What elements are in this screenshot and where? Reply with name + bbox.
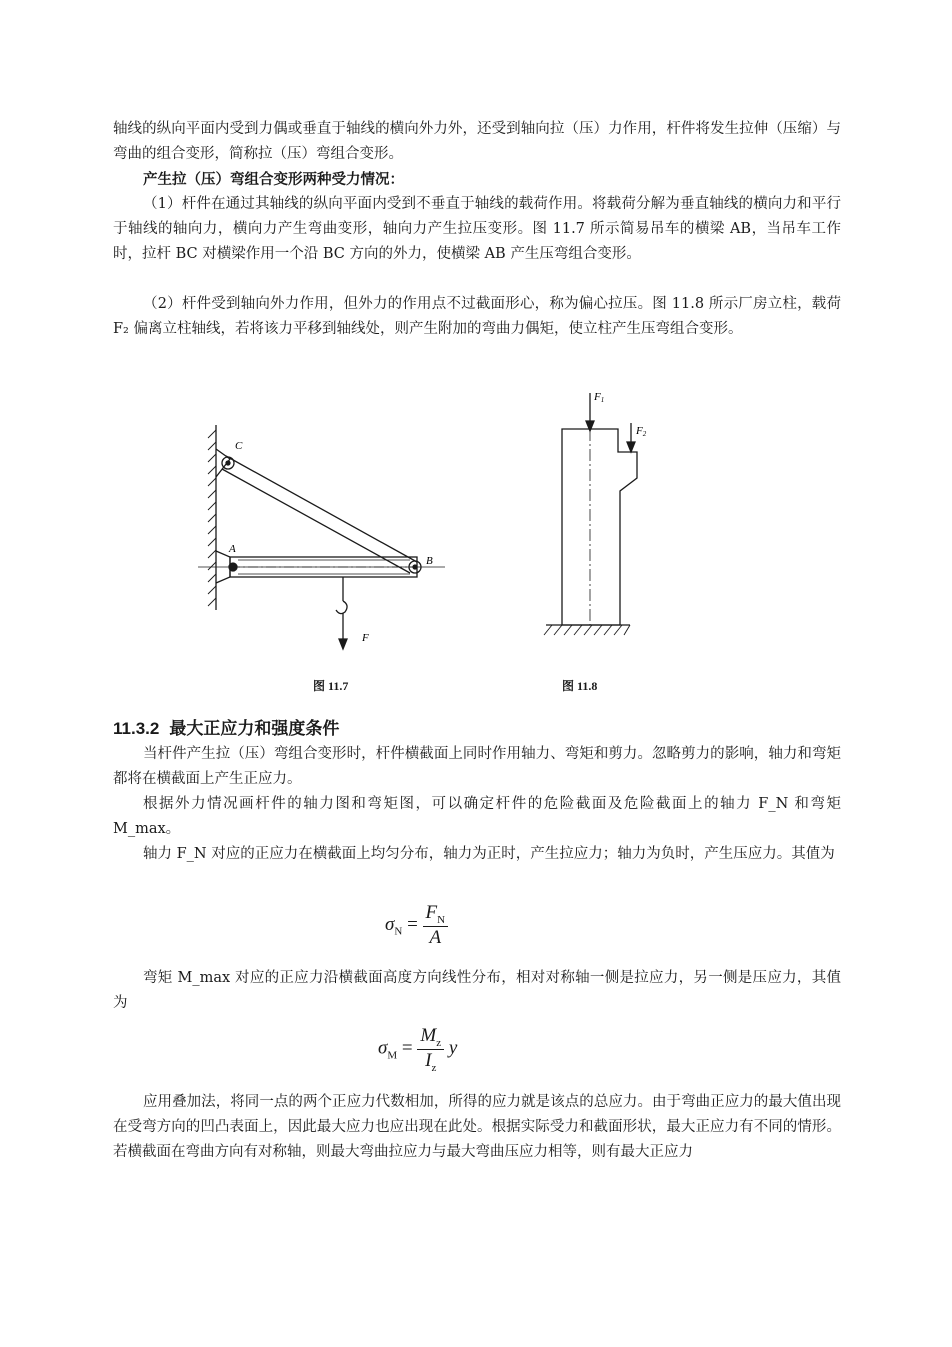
paragraph-2-bold: 产生拉（压）弯组合变形两种受力情况： [143, 171, 404, 188]
paragraph-5: 当杆件产生拉（压）弯组合变形时，杆件横截面上同时作用轴力、弯矩和剪力。忽略剪力的影响，轴力和弯矩都将在横截面上产生正应力。 [113, 746, 841, 787]
label-f1: F1 [594, 391, 605, 404]
label-f: F [362, 632, 369, 644]
section-title: 最大正应力和强度条件 [169, 719, 340, 739]
section-number: 11.3.2 [113, 719, 160, 738]
paragraph-8: 弯矩 M_max 对应的正应力沿横截面高度方向线性分布，相对对称轴一侧是拉应力，另一侧是压应力，其值为 [113, 970, 841, 1011]
figure-11-7 [190, 415, 450, 655]
caption-figure-11-8: 图 11.8 [562, 679, 598, 693]
figure-11-8 [530, 385, 660, 645]
label-f2: F2 [636, 425, 647, 438]
paragraph-9: 应用叠加法，将同一点的两个正应力代数相加，所得的应力就是该点的总应力。由于弯曲正应力的最大值出现在受弯方向的凹凸表面上，因此最大应力也应出现在此处。根据实际受力和截面形状，最大正应力有不同的情形。若横截面在弯曲方向有对称轴，则最大弯曲拉应力与最大弯曲压应力相等，则有最大正应力 [113, 1094, 841, 1160]
paragraph-1: 轴线的纵向平面内受到力偶或垂直于轴线的横向外力外，还受到轴向拉（压）力作用，杆件将发生拉伸（压缩）与弯曲的组合变形，简称拉（压）弯组合变形。 [113, 121, 841, 162]
label-c: C [235, 440, 243, 452]
paragraph-3: （1）杆件在通过其轴线的纵向平面内受到不垂直于轴线的载荷作用。将载荷分解为垂直轴线的横向力和平行于轴线的轴向力，横向力产生弯曲变形，轴向力产生拉压变形。图 11.7 所示简易吊车的横梁 AB，当吊车工作时，拉杆 BC 对横梁作用一个沿 BC 方向的外力，使横梁 AB 产生压弯组合变形。 [113, 196, 841, 262]
label-b: B [426, 555, 433, 567]
formula-sigma-m: $\sigma_M$ = $\frac{M_z}{I_z}$ y [378, 1025, 458, 1074]
paragraph-6: 根据外力情况画杆件的轴力图和弯矩图，可以确定杆件的危险截面及危险截面上的轴力 F_N 和弯矩 M_max。 [113, 796, 841, 837]
paragraph-7: 轴力 F_N 对应的正应力在横截面上均匀分布，轴力为正时，产生拉应力；轴力为负时，产生压应力。其值为 [143, 846, 835, 862]
section-heading [113, 714, 339, 739]
formula-sigma-n: $\sigma_N$ = $\frac{F_N}{A}$ [385, 902, 448, 949]
label-a: A [229, 543, 236, 555]
paragraph-4: （2）杆件受到轴向外力作用，但外力的作用点不过截面形心，称为偏心拉压。图 11.8 所示厂房立柱，载荷 F₂ 偏离立柱轴线，若将该力平移到轴线处，则产生附加的弯曲力偶矩，使立柱产生压弯组合变形。 [113, 296, 841, 337]
caption-figure-11-7: 图 11.7 [313, 679, 349, 693]
